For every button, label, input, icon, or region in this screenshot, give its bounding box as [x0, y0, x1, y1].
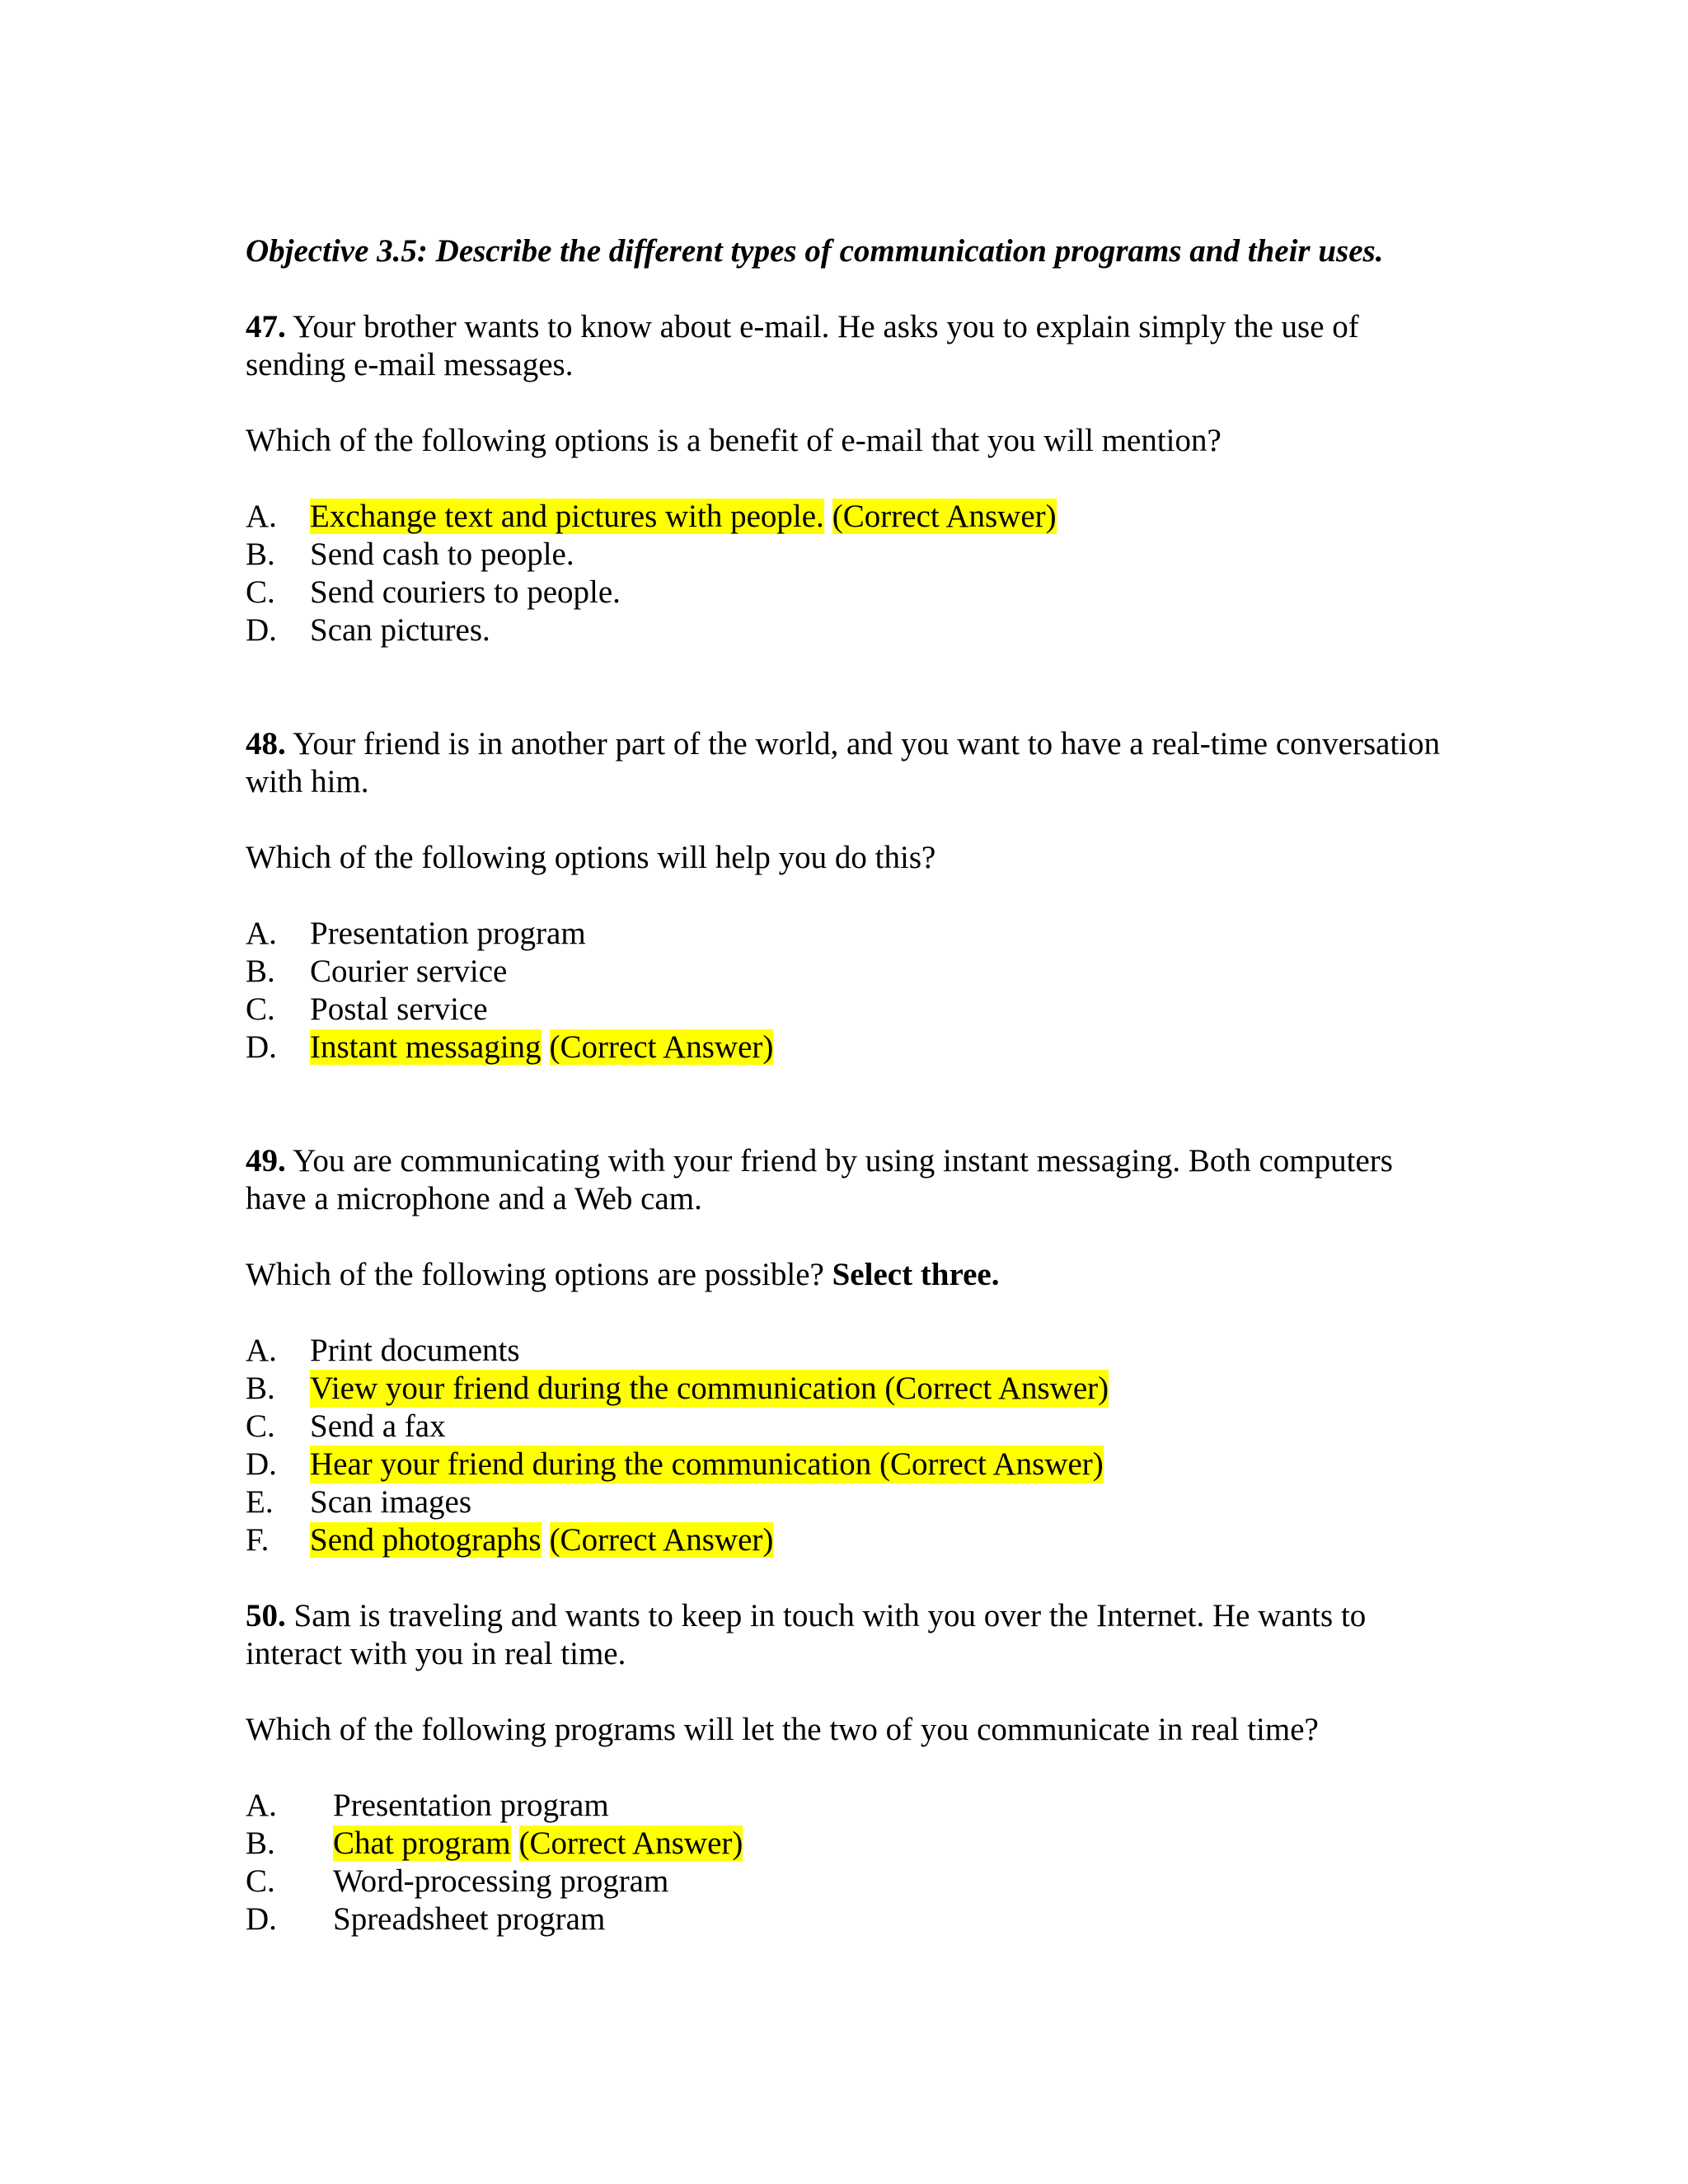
option-letter: B. — [246, 1825, 275, 1861]
answer-option-c — [246, 991, 1449, 1029]
answer-option-b — [246, 1825, 1449, 1863]
question-stem — [246, 1597, 1449, 1673]
option-letter: A. — [246, 1788, 277, 1823]
document-page — [246, 232, 1449, 1938]
answer-option-d — [246, 1029, 1449, 1066]
option-letter: B. — [246, 1371, 275, 1406]
question-prompt-text: Which of the following options are possible? — [246, 1257, 824, 1292]
answer-options — [246, 1787, 1449, 1938]
option-text: Postal service — [310, 991, 488, 1027]
answer-option-a — [246, 1787, 1449, 1825]
question-prompt: Which of the following options is a benefit of e-mail that you will mention? — [246, 423, 1221, 458]
answer-option-b — [246, 536, 1449, 574]
option-text: Scan pictures. — [310, 612, 490, 648]
option-text: Word-processing program — [333, 1863, 669, 1899]
answer-option-d — [246, 612, 1449, 649]
answer-options — [246, 498, 1449, 649]
answer-option-f — [246, 1521, 1449, 1559]
answer-option-b — [246, 953, 1449, 991]
option-letter: A. — [246, 499, 277, 534]
correct-answer-note: (Correct Answer) — [518, 1825, 743, 1861]
option-letter: D. — [246, 1446, 277, 1482]
option-letter: C. — [246, 1863, 275, 1899]
answer-option-e — [246, 1483, 1449, 1521]
answer-option-d — [246, 1900, 1449, 1938]
question-stem — [246, 1142, 1449, 1218]
question-number: 48. — [246, 726, 286, 762]
option-letter: D. — [246, 1901, 277, 1937]
answer-option-c — [246, 1863, 1449, 1900]
option-text-highlighted: Hear your friend during the communication (Correct Answer) — [310, 1446, 1104, 1482]
option-text-highlighted: View your friend during the communication (Correct Answer) — [310, 1371, 1109, 1406]
option-text-highlighted: Instant messaging — [310, 1029, 542, 1065]
answer-option-b — [246, 1370, 1449, 1408]
question-prompt-instruction: Select three. — [832, 1257, 1000, 1292]
option-letter: B. — [246, 954, 275, 989]
option-text: Presentation program — [310, 916, 586, 951]
option-letter: E. — [246, 1484, 274, 1520]
correct-answer-note: (Correct Answer) — [549, 1522, 774, 1558]
question-number: 47. — [246, 309, 286, 344]
answer-option-a — [246, 915, 1449, 953]
question-50 — [246, 1597, 1449, 1938]
answer-option-c — [246, 574, 1449, 612]
option-letter: F. — [246, 1522, 270, 1558]
question-49 — [246, 1142, 1449, 1559]
objective-heading: Objective 3.5: Describe the different types of communication programs and their uses. — [246, 233, 1384, 269]
question-stem — [246, 725, 1449, 801]
question-stem — [246, 308, 1449, 384]
correct-answer-note: (Correct Answer) — [832, 499, 1057, 534]
option-text-highlighted: Chat program — [333, 1825, 511, 1861]
option-text: Print documents — [310, 1333, 520, 1368]
option-letter: A. — [246, 916, 277, 951]
answer-option-c — [246, 1408, 1449, 1446]
option-text: Scan images — [310, 1484, 472, 1520]
option-text: Send couriers to people. — [310, 574, 621, 610]
option-letter: C. — [246, 574, 275, 610]
option-letter: D. — [246, 612, 277, 648]
option-text: Send cash to people. — [310, 537, 574, 572]
question-stem-text: Your brother wants to know about e-mail. He asks you to explain simply the use of sending e-mail messages. — [246, 309, 1359, 382]
question-prompt: Which of the following options will help you do this? — [246, 840, 936, 875]
question-prompt — [246, 1256, 1449, 1294]
option-text: Presentation program — [333, 1788, 609, 1823]
option-letter: C. — [246, 1408, 275, 1444]
option-text: Send a fax — [310, 1408, 446, 1444]
question-47 — [246, 308, 1449, 649]
question-stem-text: You are communicating with your friend by using instant messaging. Both computers have a microphone and a Web cam. — [246, 1143, 1393, 1216]
question-number: 49. — [246, 1143, 286, 1179]
question-prompt: Which of the following programs will let the two of you communicate in real time? — [246, 1712, 1319, 1747]
answer-option-a — [246, 498, 1449, 536]
question-stem-text: Your friend is in another part of the world, and you want to have a real-time conversation with him. — [246, 726, 1441, 799]
option-text-highlighted: Exchange text and pictures with people. — [310, 499, 824, 534]
option-text-highlighted: Send photographs — [310, 1522, 542, 1558]
question-stem-text: Sam is traveling and wants to keep in touch with you over the Internet. He wants to interact with you in real time. — [246, 1598, 1367, 1671]
answer-option-a — [246, 1332, 1449, 1370]
question-48 — [246, 725, 1449, 1066]
option-letter: D. — [246, 1029, 277, 1065]
option-letter: C. — [246, 991, 275, 1027]
correct-answer-note: (Correct Answer) — [549, 1029, 774, 1065]
question-number: 50. — [246, 1598, 286, 1633]
answer-options — [246, 915, 1449, 1066]
option-letter: A. — [246, 1333, 277, 1368]
answer-option-d — [246, 1446, 1449, 1483]
option-text: Spreadsheet program — [333, 1901, 606, 1937]
option-text: Courier service — [310, 954, 508, 989]
answer-options — [246, 1332, 1449, 1559]
option-letter: B. — [246, 537, 275, 572]
